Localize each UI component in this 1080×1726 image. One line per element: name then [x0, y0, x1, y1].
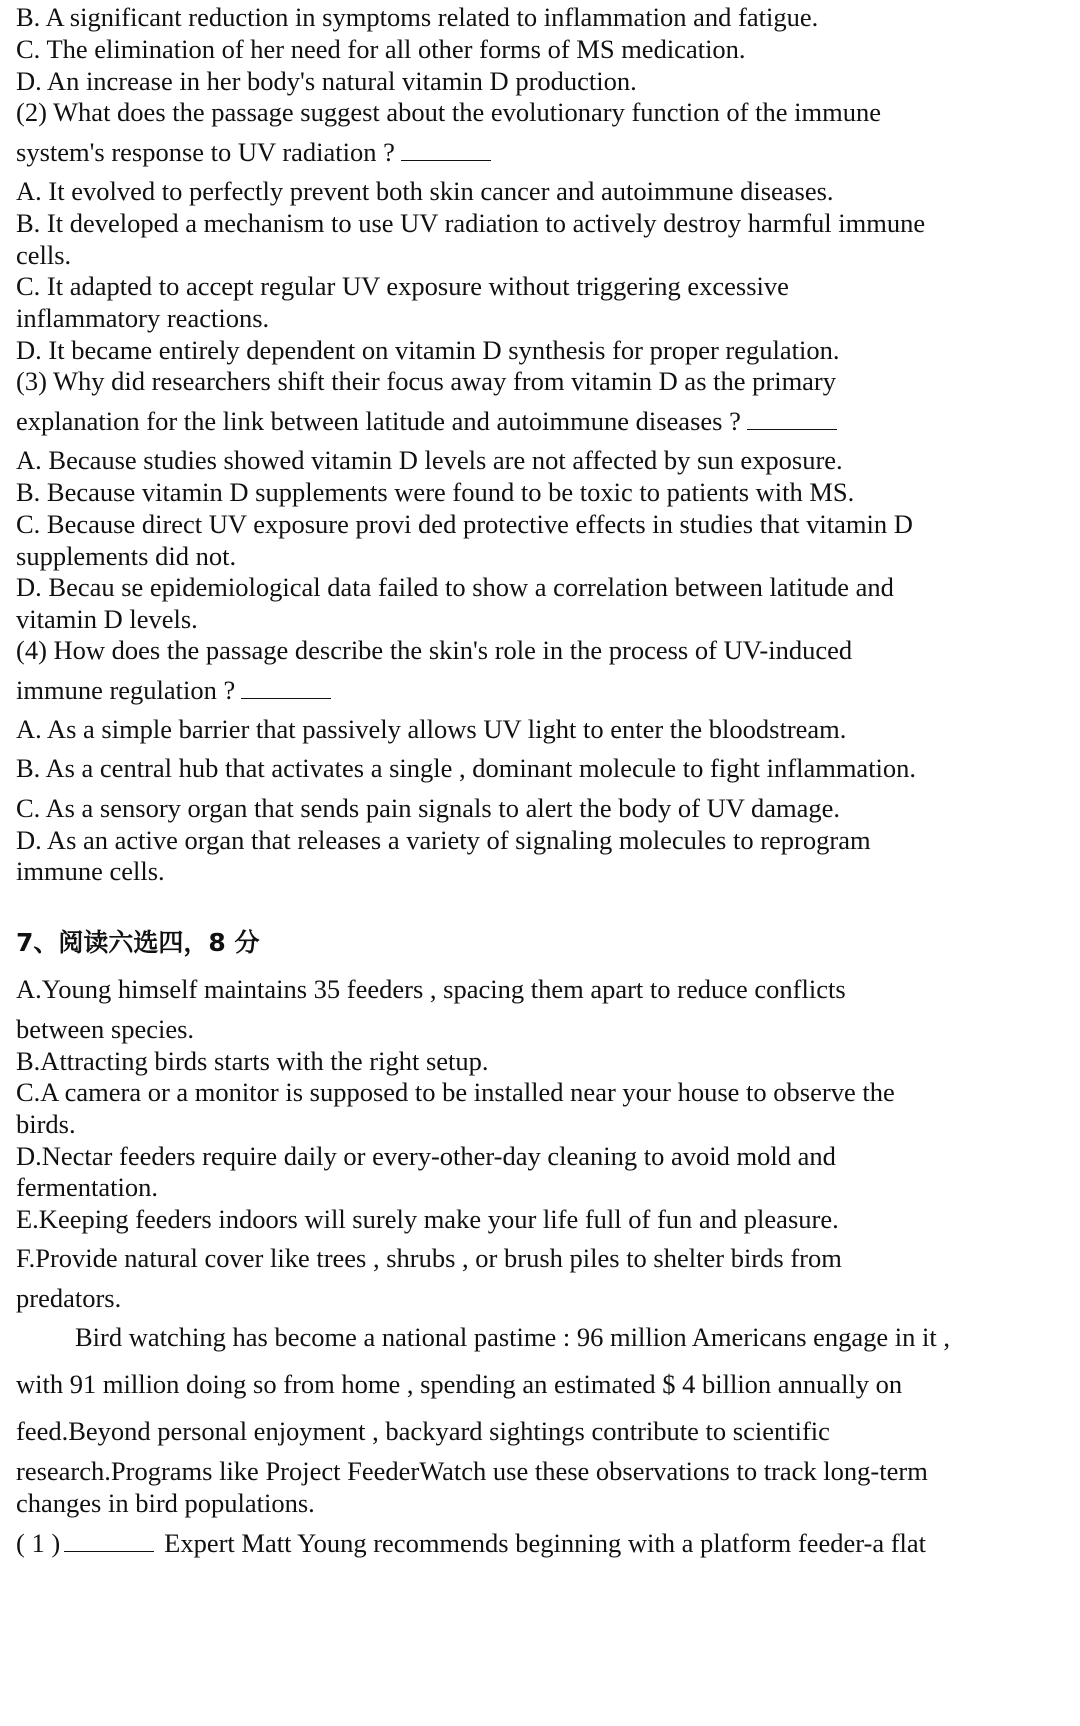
- q4-stem-cont: [16, 675, 331, 705]
- q3-option-c: C. Because direct UV exposure provi ded protective effects in studies that vitamin D: [16, 509, 913, 539]
- q4-stem: (4) How does the passage describe the skin's role in the process of UV-induced: [16, 635, 853, 665]
- answer-blank: [747, 407, 837, 430]
- passage-line: with 91 million doing so from home , spending an estimated $ 4 billion annually on: [16, 1369, 903, 1399]
- blank-1-text: Expert Matt Young recommends beginning with a platform feeder-a flat: [164, 1528, 927, 1558]
- q2-option-b-cont: cells.: [16, 240, 72, 270]
- answer-blank: [401, 138, 491, 161]
- answer-blank: [64, 1529, 154, 1552]
- q1-option-c: C. The elimination of her need for all other forms of MS medication.: [16, 34, 746, 64]
- q2-stem-text: system's response to UV radiation ?: [16, 137, 395, 167]
- s7-option-c-cont: birds.: [16, 1109, 76, 1139]
- s7-option-a: A.Young himself maintains 35 feeders , spacing them apart to reduce conflicts: [16, 974, 846, 1004]
- q4-option-c: C. As a sensory organ that sends pain signals to alert the body of UV damage.: [16, 793, 841, 823]
- q3-stem-cont: [16, 406, 837, 436]
- q4-option-b: B. As a central hub that activates a single , dominant molecule to fight inflammation.: [16, 753, 917, 783]
- q3-option-d: D. Becau se epidemiological data failed to show a correlation between latitude and: [16, 572, 894, 602]
- s7-option-d-cont: fermentation.: [16, 1172, 159, 1202]
- q3-option-d-cont: vitamin D levels.: [16, 604, 198, 634]
- q1-option-d: D. An increase in her body's natural vitamin D production.: [16, 66, 637, 96]
- passage-line: feed.Beyond personal enjoyment , backyard sightings contribute to scientific: [16, 1416, 830, 1446]
- q3-stem: (3) Why did researchers shift their focus away from vitamin D as the primary: [16, 366, 837, 396]
- s7-option-f-cont: predators.: [16, 1283, 122, 1313]
- s7-option-d: D.Nectar feeders require daily or every-other-day cleaning to avoid mold and: [16, 1141, 836, 1171]
- q2-option-c: C. It adapted to accept regular UV exposure without triggering excessive: [16, 271, 789, 301]
- passage-line: research.Programs like Project FeederWatch use these observations to track long-term: [16, 1456, 928, 1486]
- q2-stem-cont: [16, 137, 491, 167]
- section-heading: 7、阅读六选四，8 分: [16, 928, 260, 957]
- q4-stem-text: immune regulation ?: [16, 675, 236, 705]
- q3-option-b: B. Because vitamin D supplements were found to be toxic to patients with MS.: [16, 477, 855, 507]
- q2-option-b: B. It developed a mechanism to use UV radiation to actively destroy harmful immune: [16, 208, 926, 238]
- passage-line: Bird watching has become a national pastime : 96 million Americans engage in it ,: [75, 1322, 951, 1352]
- blank-1-line: [16, 1528, 926, 1558]
- q4-option-d: D. As an active organ that releases a variety of signaling molecules to reprogram: [16, 825, 871, 855]
- s7-option-f: F.Provide natural cover like trees , shrubs , or brush piles to shelter birds from: [16, 1243, 842, 1273]
- s7-option-b: B.Attracting birds starts with the right setup.: [16, 1046, 489, 1076]
- q2-option-d: D. It became entirely dependent on vitamin D synthesis for proper regulation.: [16, 335, 840, 365]
- q1-option-b: B. A significant reduction in symptoms related to inflammation and fatigue.: [16, 2, 819, 32]
- q2-option-a: A. It evolved to perfectly prevent both skin cancer and autoimmune diseases.: [16, 176, 834, 206]
- s7-option-c: C.A camera or a monitor is supposed to be installed near your house to observe the: [16, 1077, 895, 1107]
- s7-option-a-cont: between species.: [16, 1014, 195, 1044]
- q3-option-a: A. Because studies showed vitamin D levels are not affected by sun exposure.: [16, 445, 843, 475]
- q4-option-a: A. As a simple barrier that passively allows UV light to enter the bloodstream.: [16, 714, 847, 744]
- q3-stem-text: explanation for the link between latitude and autoimmune diseases ?: [16, 406, 741, 436]
- q4-option-d-cont: immune cells.: [16, 856, 165, 886]
- q2-stem: (2) What does the passage suggest about the evolutionary function of the immune: [16, 97, 881, 127]
- answer-blank: [241, 676, 331, 699]
- s7-option-e: E.Keeping feeders indoors will surely make your life full of fun and pleasure.: [16, 1204, 839, 1234]
- q2-option-c-cont: inflammatory reactions.: [16, 303, 270, 333]
- passage-line: changes in bird populations.: [16, 1488, 315, 1518]
- blank-1-label: ( 1 ): [16, 1528, 61, 1558]
- q3-option-c-cont: supplements did not.: [16, 541, 237, 571]
